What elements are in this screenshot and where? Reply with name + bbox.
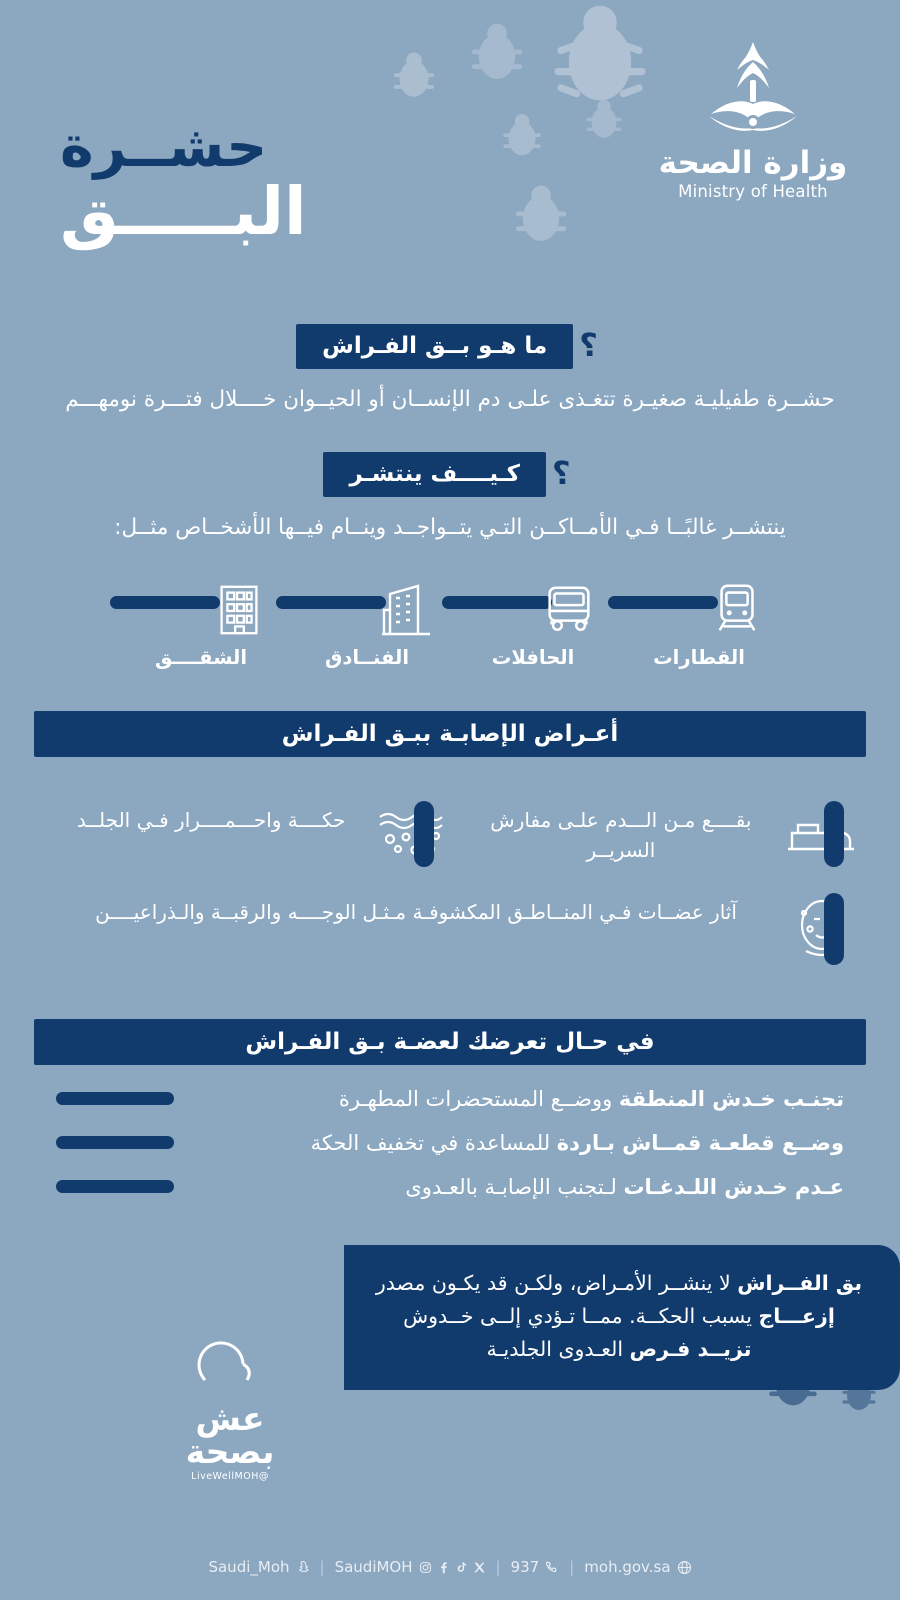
note-text-2: يسبب الحكــة. ممــا تـؤدي إلــى خــدوش bbox=[403, 1303, 759, 1328]
section-how-spreads-body: ينتشــر غالبًــا فـي الأمــاكــن التـي يتــواجــد وينــام فيــها الأشخــاص مثــل: bbox=[114, 514, 786, 540]
advice-item bbox=[56, 1131, 844, 1155]
advice-text bbox=[192, 1087, 844, 1111]
instagram-icon bbox=[419, 1561, 432, 1574]
advice-bold: وضــع قطعـة قمــاش بـاردة bbox=[556, 1130, 844, 1155]
heading-text: في حـال تعرضك لعضـة بـق الفـراش bbox=[34, 1019, 866, 1065]
footer-social[interactable] bbox=[335, 1558, 486, 1576]
globe-icon bbox=[677, 1560, 692, 1575]
advice-bar bbox=[56, 1180, 174, 1193]
places-list bbox=[0, 580, 900, 669]
note-text-3: العـدوى الجلديـة bbox=[486, 1337, 630, 1362]
snapchat-icon bbox=[296, 1560, 310, 1574]
snapchat-handle-text: Saudi_Moh bbox=[208, 1558, 290, 1576]
note-bold-3: تزيــد فـرص bbox=[629, 1337, 752, 1362]
accent-pill bbox=[824, 801, 844, 867]
moh-palm-swords-icon bbox=[693, 36, 813, 141]
train-icon bbox=[624, 580, 774, 642]
place-label: الفنــادق bbox=[324, 645, 410, 669]
symptom-item bbox=[56, 893, 844, 967]
section-what-is-heading bbox=[0, 324, 900, 369]
advice-heading bbox=[0, 1019, 900, 1065]
phone-icon bbox=[545, 1560, 559, 1574]
symptom-item bbox=[56, 801, 434, 867]
section-what-is-body: حشــرة طفيليـة صغيـرة تتغـذى علـى دم الإنســان أو الحيــوان خــــلال فتـــرة نومهـــم bbox=[65, 387, 835, 412]
advice-rest: للمساعدة في تخفيف الحكة bbox=[310, 1130, 557, 1155]
place-item bbox=[292, 580, 442, 669]
heading-text: أعـراض الإصابـة ببـق الفـراش bbox=[34, 711, 866, 757]
advice-item bbox=[56, 1175, 844, 1199]
note-bold-1: بق الفــراش bbox=[737, 1270, 863, 1295]
footer-website[interactable] bbox=[584, 1558, 691, 1576]
advice-rest: ووضــع المستحضرات المطهـرة bbox=[338, 1086, 619, 1111]
social-icon-group bbox=[419, 1561, 486, 1574]
phone-text: 937 bbox=[510, 1558, 540, 1576]
moh-logo-english: Ministry of Health bbox=[678, 182, 828, 201]
livewell-logo bbox=[150, 1336, 310, 1482]
symptoms-list bbox=[0, 783, 900, 967]
symptom-text: آثار عضــات فـي المنــاطـق المكشوفـة مـثـل الوجــــه والرقبــة والـذراعيــــن bbox=[95, 899, 737, 924]
advice-bold: تجنـب خـدش المنطقة bbox=[618, 1086, 844, 1111]
website-text: moh.gov.sa bbox=[584, 1558, 671, 1576]
tiktok-icon bbox=[455, 1561, 468, 1574]
x-twitter-icon bbox=[473, 1561, 486, 1574]
place-label: الشقــــق bbox=[154, 645, 248, 669]
blood-stain-bed-icon bbox=[788, 801, 858, 867]
advice-item bbox=[56, 1087, 844, 1111]
place-item bbox=[458, 580, 608, 669]
moh-logo-arabic: وزارة الصحة bbox=[658, 145, 848, 181]
symptom-text: بقــــع مـن الـــدم علـى مفارش السريــر bbox=[490, 807, 752, 862]
bus-icon bbox=[458, 580, 608, 642]
footer-phone[interactable] bbox=[511, 1558, 560, 1576]
apartment-building-icon bbox=[126, 580, 276, 642]
advice-bar bbox=[56, 1136, 174, 1149]
place-item bbox=[126, 580, 276, 669]
page-title bbox=[60, 114, 307, 250]
advice-text bbox=[192, 1131, 844, 1155]
section-how-spreads-heading bbox=[0, 452, 900, 497]
face-bites-icon bbox=[788, 893, 858, 967]
footer-separator: | bbox=[495, 1558, 501, 1576]
heading-text: كـيــــف ينتشـر bbox=[323, 452, 545, 497]
moh-logo bbox=[638, 36, 868, 201]
advice-bold: عـدم خـدش اللـدغـات bbox=[623, 1174, 844, 1199]
place-label: القطارات bbox=[653, 645, 745, 669]
livewell-circle-icon bbox=[185, 1336, 275, 1398]
heading-text: ما هـو بــق الفـراش bbox=[296, 324, 573, 369]
footer-snapchat[interactable] bbox=[208, 1558, 309, 1576]
facebook-icon bbox=[437, 1561, 450, 1574]
hotel-building-icon bbox=[292, 580, 442, 642]
footer-separator: | bbox=[319, 1558, 325, 1576]
advice-rest: لـتجنب الإصابـة بالعـدوى bbox=[405, 1174, 624, 1199]
symptom-item bbox=[466, 801, 844, 867]
symptom-text: حكــــة واحـــمــــرار فـي الجلــد bbox=[76, 807, 346, 832]
livewell-tagline: @LiveWellMOH bbox=[191, 1471, 269, 1482]
livewell-arabic: عش بصحة bbox=[185, 1399, 275, 1471]
advice-bar bbox=[56, 1092, 174, 1105]
symptoms-heading bbox=[0, 711, 900, 757]
note-box bbox=[344, 1245, 900, 1391]
question-mark-icon: ؟ bbox=[579, 326, 598, 364]
note-bold-2: إزعـــاج bbox=[758, 1303, 835, 1328]
title-line-2: البـــــق bbox=[60, 172, 307, 250]
social-handle-text: SaudiMOH bbox=[334, 1558, 413, 1576]
note-text-1: لا ينشــر الأمـراض، ولكـن قد يكـون مصدر bbox=[375, 1270, 738, 1295]
accent-pill bbox=[824, 893, 844, 965]
header bbox=[0, 0, 900, 290]
place-label: الحافلات bbox=[491, 645, 575, 669]
footer-separator: | bbox=[569, 1558, 575, 1576]
title-line-1: حشــرة bbox=[60, 114, 268, 180]
place-item bbox=[624, 580, 774, 669]
accent-pill bbox=[414, 801, 434, 867]
advice-list bbox=[0, 1087, 900, 1199]
advice-text bbox=[192, 1175, 844, 1199]
question-mark-icon: ؟ bbox=[551, 453, 571, 492]
footer bbox=[0, 1534, 900, 1600]
skin-rash-icon bbox=[378, 801, 448, 867]
